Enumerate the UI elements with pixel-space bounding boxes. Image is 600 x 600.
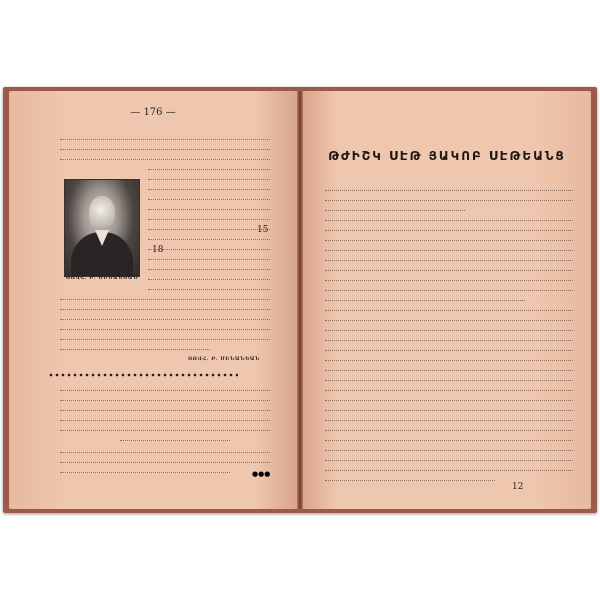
left-page-header: — 176 — — [130, 107, 176, 118]
right-page-number: 12 — [512, 482, 524, 492]
chapter-title: ԹԺԻՇԿ ՍԷԹ ՅԱԿՈԲ ՍԷԹԵԱՆՑ — [328, 149, 566, 163]
dotted-divider — [48, 372, 238, 378]
author-portrait — [64, 179, 140, 277]
author-signature: ՅՈՎՀ. Բ. ՍԻՆԱՆԵԱՆ — [188, 356, 260, 362]
inline-number: 15 — [257, 225, 269, 235]
portrait-caption: ՅՈՎՀ. Բ. ՍԻՆԱՆԵԱՆ — [66, 275, 138, 281]
end-mark: ●●● — [252, 470, 271, 478]
inline-number: 18 — [152, 245, 164, 255]
